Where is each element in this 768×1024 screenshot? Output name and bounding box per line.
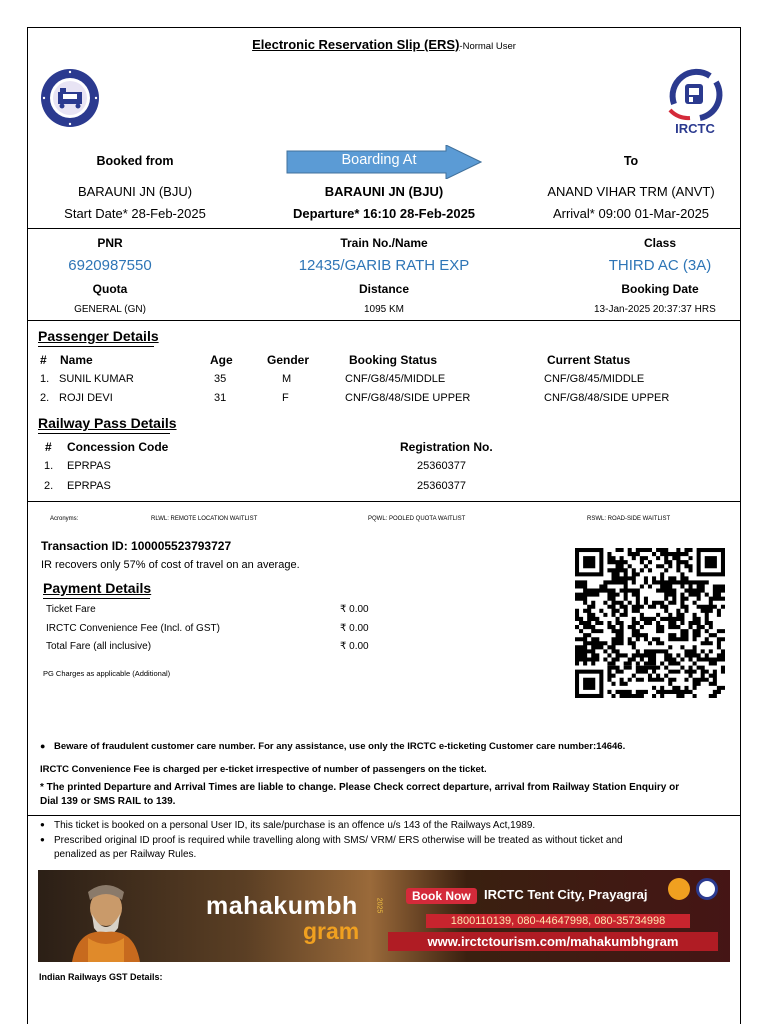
pass-no: 1. — [44, 460, 54, 472]
bullet: ● — [40, 741, 46, 751]
train-value: 12435/GARIB RATH EXP — [298, 257, 470, 274]
pass-registration: 25360377 — [417, 460, 466, 472]
banner-phones: 1800110139, 080-44647998, 080-35734998 — [426, 914, 690, 928]
divider — [27, 320, 741, 321]
heading-underline — [38, 346, 154, 347]
pass-code: EPRPAS — [67, 460, 111, 472]
bullet: ● — [40, 820, 45, 829]
payment-details-heading: Payment Details — [43, 580, 152, 596]
acronym-rswl: RSWL: ROAD-SIDE WAITLIST — [587, 516, 671, 522]
page-title — [0, 37, 768, 52]
railway-pass-heading: Railway Pass Details — [38, 415, 177, 431]
passenger-col-booking-status: Booking Status — [349, 353, 438, 367]
irctc-logo-icon — [660, 60, 730, 136]
id-proof-notice-line1: Prescribed original ID proof is required while travelling along with SMS/ VRM/ ERS otherwise will be treated as without ticket and — [54, 835, 623, 846]
class-label: Class — [643, 236, 677, 250]
passenger-col-name: Name — [60, 353, 93, 367]
distance-label: Distance — [358, 282, 410, 296]
gst-details-heading: Indian Railways GST Details: — [39, 972, 163, 982]
departure-time: Departure* 16:10 28-Feb-2025 — [292, 206, 476, 221]
times-notice-line2: Dial 139 or SMS RAIL to 139. — [40, 796, 176, 807]
pass-col-no: # — [45, 440, 52, 454]
pass-no: 2. — [44, 480, 54, 492]
passenger-col-age: Age — [210, 353, 233, 367]
payment-amount: ₹ 0.00 — [340, 641, 369, 652]
passenger-col-current-status: Current Status — [547, 353, 631, 367]
fraud-notice: Beware of fraudulent customer care number. For any assistance, use only the IRCTC e-ticketing Customer care number:14646. — [54, 741, 626, 752]
banner-website-link[interactable]: www.irctctourism.com/mahakumbhgram — [388, 932, 718, 951]
passenger-gender: M — [282, 373, 292, 385]
passenger-name: SUNIL KUMAR — [59, 373, 134, 385]
pass-col-code: Concession Code — [67, 440, 169, 454]
to-station: ANAND VIHAR TRM (ANVT) — [547, 184, 715, 199]
banner-tent-city: IRCTC Tent City, Prayagraj — [484, 887, 648, 902]
passenger-age: 35 — [214, 373, 227, 385]
from-station: BARAUNI JN (BJU) — [77, 184, 193, 199]
passenger-name: ROJI DEVI — [59, 392, 113, 404]
passenger-details-heading: Passenger Details — [38, 328, 159, 344]
banner-brand-bottom: gram — [303, 918, 360, 944]
booking-date-value: 13-Jan-2025 20:37:37 HRS — [594, 304, 716, 315]
to-label: To — [623, 154, 639, 168]
passenger-current-status: CNF/G8/45/MIDDLE — [544, 373, 645, 385]
ers-subtitle: -Normal User — [459, 41, 516, 52]
pass-registration: 25360377 — [417, 480, 466, 492]
acronym-rlwl: RLWL: REMOTE LOCATION WAITLIST — [151, 516, 258, 522]
banner-brand-top: mahakumbh — [206, 892, 358, 920]
transaction-id: Transaction ID: 100005523793727 — [41, 539, 232, 553]
passenger-age: 31 — [214, 392, 227, 404]
id-proof-notice-line2: penalized as per Railway Rules. — [54, 849, 197, 860]
passenger-no: 1. — [40, 373, 50, 385]
times-notice-line1: * The printed Departure and Arrival Times are liable to change. Please Check correct departure, arrival from Railway Station Enquiry or — [40, 782, 680, 793]
acronym-pqwl: PQWL: POOLED QUOTA WAITLIST — [368, 516, 466, 522]
pnr-value: 6920987550 — [68, 257, 152, 274]
ers-title: Electronic Reservation Slip (ERS) — [252, 37, 460, 52]
boarding-station: BARAUNI JN (BJU) — [324, 184, 444, 199]
irctc-tourism-logo-icon — [696, 878, 718, 900]
passenger-booking-status: CNF/G8/45/MIDDLE — [345, 373, 446, 385]
payment-amount: ₹ 0.00 — [340, 604, 369, 615]
pass-col-registration: Registration No. — [400, 440, 493, 454]
passenger-col-no: # — [40, 353, 47, 367]
payment-label: IRCTC Convenience Fee (Incl. of GST) — [46, 623, 220, 634]
mahakumbh-banner[interactable] — [38, 870, 730, 962]
distance-value: 1095 KM — [363, 304, 405, 315]
qr-code-icon — [575, 548, 725, 698]
book-now-button[interactable]: Book Now — [406, 888, 477, 904]
heading-underline — [43, 598, 150, 599]
acronyms-label: Acronyms: — [50, 516, 79, 522]
divider — [27, 501, 741, 502]
bullet: ● — [40, 835, 45, 844]
quota-label: Quota — [92, 282, 128, 296]
payment-amount: ₹ 0.00 — [340, 623, 369, 634]
booking-date-label: Booking Date — [621, 282, 699, 296]
payment-label: Total Fare (all inclusive) — [46, 641, 152, 652]
arrival-time: Arrival* 09:00 01-Mar-2025 — [552, 206, 710, 221]
pg-charges-note: PG Charges as applicable (Additional) — [43, 669, 171, 678]
convenience-fee-notice: IRCTC Convenience Fee is charged per e-ticket irrespective of number of passengers on the ticket. — [40, 764, 487, 775]
pass-code: EPRPAS — [67, 480, 111, 492]
passenger-col-gender: Gender — [267, 353, 310, 367]
payment-label: Ticket Fare — [46, 604, 96, 615]
indian-railways-logo-icon — [40, 68, 100, 128]
passenger-booking-status: CNF/G8/48/SIDE UPPER — [345, 392, 471, 404]
irctc-logo-text: IRCTC — [675, 121, 715, 136]
class-value: THIRD AC (3A) — [608, 257, 712, 274]
quota-value: GENERAL (GN) — [74, 304, 146, 315]
recovery-note: IR recovers only 57% of cost of travel on an average. — [41, 559, 300, 571]
sage-illustration-icon — [58, 878, 153, 962]
heading-underline — [38, 433, 170, 434]
personal-id-notice: This ticket is booked on a personal User ID, its sale/purchase is an offence u/s 143 of the Railways Act,1989. — [54, 820, 536, 831]
start-date: Start Date* 28-Feb-2025 — [64, 206, 206, 221]
passenger-current-status: CNF/G8/48/SIDE UPPER — [544, 392, 670, 404]
tent-logo-icon — [668, 878, 690, 900]
divider — [27, 228, 741, 229]
train-label: Train No./Name — [340, 236, 428, 250]
booked-from-label: Booked from — [96, 154, 174, 168]
passenger-gender: F — [282, 392, 289, 404]
passenger-no: 2. — [40, 392, 50, 404]
boarding-at-label: Boarding At — [341, 152, 417, 168]
pnr-label: PNR — [97, 236, 123, 250]
divider — [27, 815, 741, 816]
banner-year: 2025 — [375, 897, 383, 914]
